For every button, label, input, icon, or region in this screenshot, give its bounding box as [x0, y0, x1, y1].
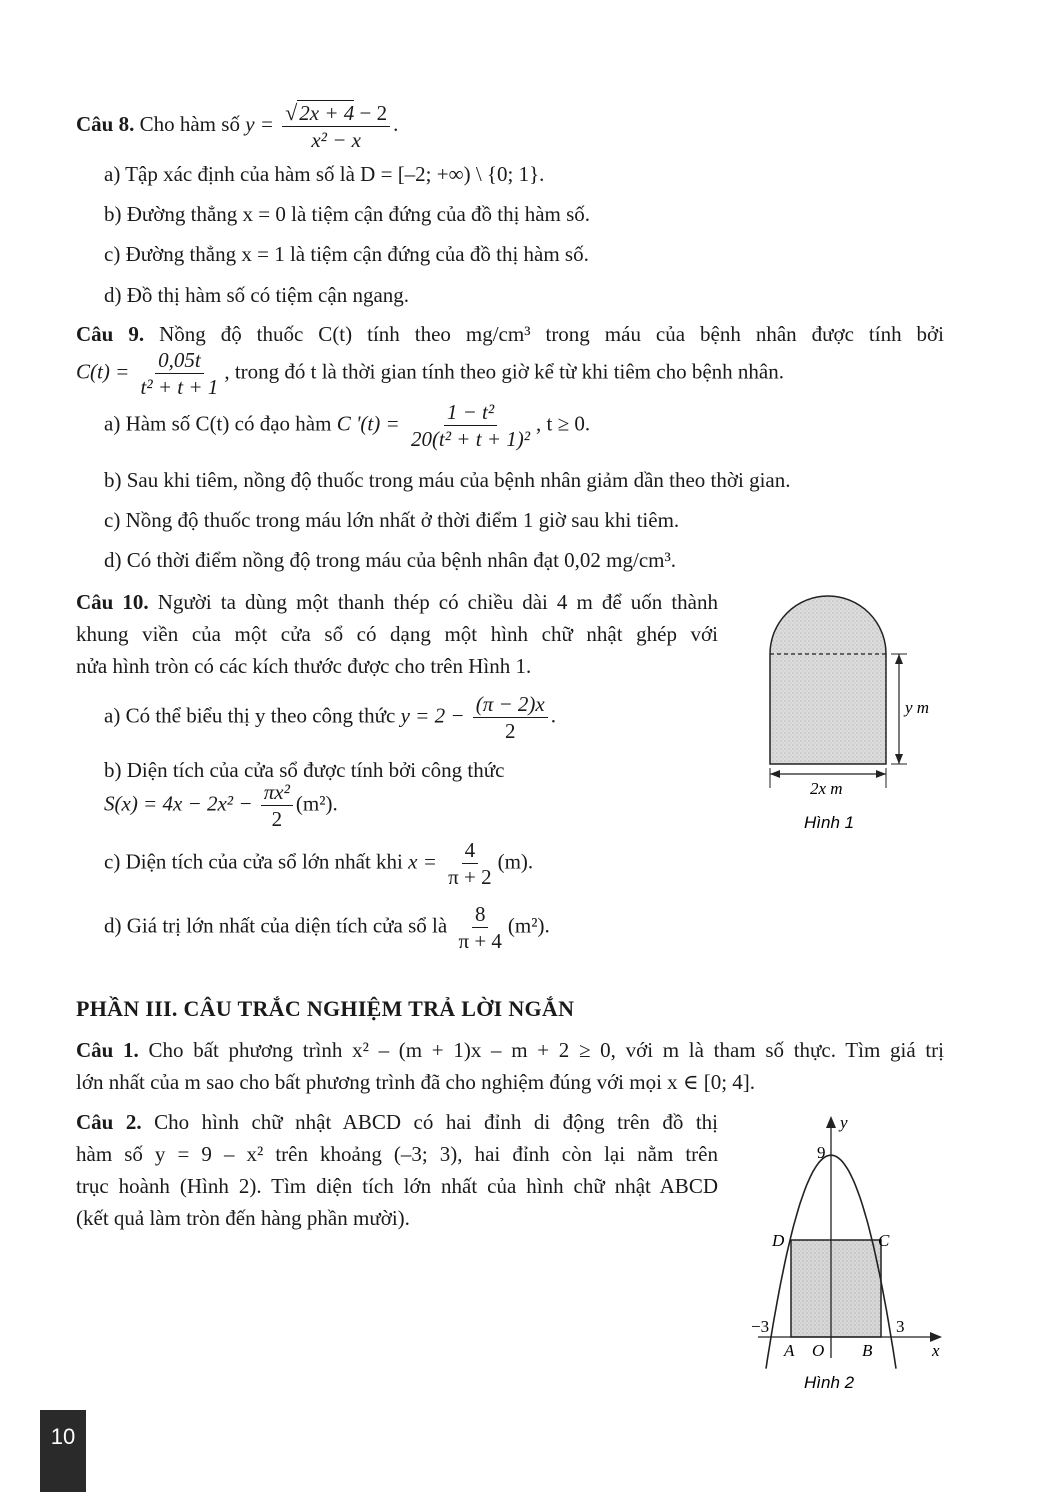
q9-label: Câu 9. [76, 322, 145, 346]
part3-q2-label: Câu 2. [76, 1110, 142, 1134]
q10-a-formula [473, 692, 548, 743]
q8-option-a: a) Tập xác định của hàm số là D = [–2; +∞) \ {0; 1}. [104, 162, 545, 186]
q10-line3: nửa hình tròn có các kích thước được cho trên Hình 1. [76, 654, 532, 678]
q10-b-den: 2 [271, 807, 283, 832]
part3-q1-text: Cho bất phương trình x² – (m + 1)x – m + 2 ≥ 0, với m là tham số thực. Tìm giá trị [148, 1038, 944, 1062]
q10-option-d [104, 902, 550, 953]
q9-option-d: d) Có thời điểm nồng độ trong máu của bệnh nhân đạt 0,02 mg/cm³. [104, 548, 677, 572]
height-arrow-top [895, 654, 903, 664]
q9-intro: Nồng độ thuốc C(t) tính theo mg/cm³ trong máu của bệnh nhân được tính bởi [159, 322, 944, 346]
part3-q2-line4: (kết quả làm tròn đến hàng phần mười). [76, 1206, 410, 1230]
figure2-point-o: O [812, 1341, 825, 1360]
q10-d-den: π + 4 [458, 929, 502, 954]
q8-num-rest: − 2 [354, 101, 388, 125]
figure2-x-axis-label: x [932, 1341, 940, 1360]
width-arrow-right [876, 770, 886, 778]
figure2-point-c: C [878, 1231, 890, 1250]
q8-intro: Cho hàm số [139, 112, 240, 137]
q10-b-num: πx² [261, 780, 293, 806]
q9-a-formula [408, 400, 533, 451]
q9-a-text: a) Hàm số C(t) có đạo hàm [104, 411, 332, 436]
figure2-tick-neg3: −3 [751, 1317, 770, 1336]
q10-option-c [104, 838, 533, 889]
figure1-label-y: y m [905, 698, 930, 717]
q9-formula [138, 348, 222, 399]
q9-den: t² + t + 1 [140, 375, 219, 400]
q10-c-tail: (m). [497, 849, 534, 874]
q10-line2: khung viền của một cửa sổ có dạng một hình chữ nhật ghép với [76, 622, 718, 646]
q8-label: Câu 8. [76, 112, 135, 137]
part3-q2-line3: trục hoành (Hình 2). Tìm diện tích lớn nhất của hình chữ nhật ABCD [76, 1174, 718, 1198]
q8-sqrt: 2x + 4 [299, 101, 355, 125]
q10-a-den: 2 [505, 719, 516, 744]
part3-q2-line2: hàm số y = 9 – x² trên khoảng (–3; 3), hai đỉnh còn lại nằm trên [76, 1142, 718, 1166]
q10-a-lhs: y = 2 − [400, 703, 465, 728]
figure2-point-d: D [772, 1231, 785, 1250]
rectangle-abcd [791, 1240, 881, 1337]
q10-option-a: a) Có thể biểu thị y theo công thức y = 2 − $\frac{(\pi - 2)x}{2}$ . [104, 692, 556, 744]
q9-a-tail: , t ≥ 0. [536, 411, 591, 436]
q8-header: Câu 8. Cho hàm số y = $\frac{√2x + 4 - 2}{\text{x² − x}}$ . [76, 100, 399, 153]
q8-option-b: b) Đường thẳng x = 0 là tiệm cận đứng của đồ thị hàm số. [104, 202, 591, 226]
q10-d-num: 8 [472, 902, 489, 928]
width-arrow-left [770, 770, 780, 778]
q10-d-formula [455, 902, 504, 953]
part3-q1-line2: lớn nhất của m sao cho bất phương trình đã cho nghiệm đúng với mọi x ∈ [0; 4]. [76, 1070, 756, 1094]
q10-a-num: (π − 2)x [473, 692, 548, 718]
page-number: 10 [50, 1424, 76, 1449]
q8-formula-lhs: y = [245, 112, 274, 137]
q10-c-den: π + 2 [448, 865, 492, 890]
q10-option-b: b) Diện tích của cửa sổ được tính bởi công thức [104, 758, 505, 782]
part3-heading: PHẦN III. CÂU TRẮC NGHIỆM TRẢ LỜI NGẮN [76, 996, 575, 1021]
q9-line1 [76, 322, 944, 347]
q10-a-text: a) Có thể biểu thị y theo công thức [104, 703, 396, 728]
q10-line1-text: Người ta dùng một thanh thép có chiều dài 4 m để uốn thành [157, 590, 719, 614]
q10-label: Câu 10. [76, 590, 149, 614]
q9-option-c: c) Nồng độ thuốc trong máu lớn nhất ở thời điểm 1 giờ sau khi tiêm. [104, 508, 680, 532]
figure2-y-axis-label: y [840, 1113, 848, 1132]
part3-q2-text: Cho hình chữ nhật ABCD có hai đỉnh di động trên đồ thị [154, 1110, 718, 1134]
q10-b-lhs: S(x) = 4x − 2x² − [104, 791, 253, 816]
q10-c-lhs: x = [408, 849, 437, 874]
part3-q1-line1 [76, 1038, 944, 1063]
q10-c-formula [445, 838, 494, 889]
q8-option-d: d) Đồ thị hàm số có tiệm cận ngang. [104, 283, 410, 307]
window-shape [770, 596, 886, 764]
figure1-label-x: 2x m [810, 779, 843, 798]
q10-c-num: 4 [462, 838, 479, 864]
part3-q2-line1 [76, 1110, 718, 1135]
figure2-caption: Hình 2 [804, 1373, 855, 1392]
q9-intro2: , trong đó t là thời gian tính theo giờ kể từ khi tiêm cho bệnh nhân. [224, 359, 784, 384]
q9-option-a [104, 400, 590, 451]
q10-b-formula [261, 780, 293, 831]
part3-q1-label: Câu 1. [76, 1038, 139, 1062]
page-tab [40, 1410, 86, 1492]
q8-option-c: c) Đường thẳng x = 1 là tiệm cận đứng của đồ thị hàm số. [104, 242, 589, 266]
figure2-point-b: B [862, 1341, 873, 1360]
y-axis-arrow [826, 1116, 836, 1128]
figure1-window [760, 588, 950, 838]
figure2-tick-9: 9 [817, 1143, 826, 1162]
figure2-tick-3: 3 [896, 1317, 905, 1336]
figure1-caption: Hình 1 [804, 813, 855, 832]
q9-a-lhs: C '(t) = [336, 411, 400, 436]
q10-c-text: c) Diện tích của cửa sổ lớn nhất khi [104, 849, 403, 874]
q9-option-b: b) Sau khi tiêm, nồng độ thuốc trong máu của bệnh nhân giảm dần theo thời gian. [104, 468, 791, 492]
q9-formula-lhs: C(t) = [76, 359, 130, 384]
q10-b-formula-line [104, 780, 338, 831]
q9-a-num: 1 − t² [444, 400, 497, 426]
q9-a-den: 20(t² + t + 1)² [410, 427, 531, 452]
q10-line1 [76, 590, 718, 615]
q9-line2 [76, 348, 784, 399]
q8-den: x² − x [311, 128, 361, 153]
height-arrow-bottom [895, 754, 903, 764]
figure2-parabola [750, 1108, 960, 1398]
q9-num: 0,05t [155, 348, 204, 374]
q8-formula: $\frac{√2x + 4 - 2}{\text{x² − x}}$ [282, 100, 390, 152]
figure2-point-a: A [784, 1341, 795, 1360]
q10-d-tail: (m²). [507, 913, 550, 938]
q10-b-tail: (m²). [295, 791, 338, 816]
q10-d-text: d) Giá trị lớn nhất của diện tích cửa sổ là [104, 913, 448, 938]
